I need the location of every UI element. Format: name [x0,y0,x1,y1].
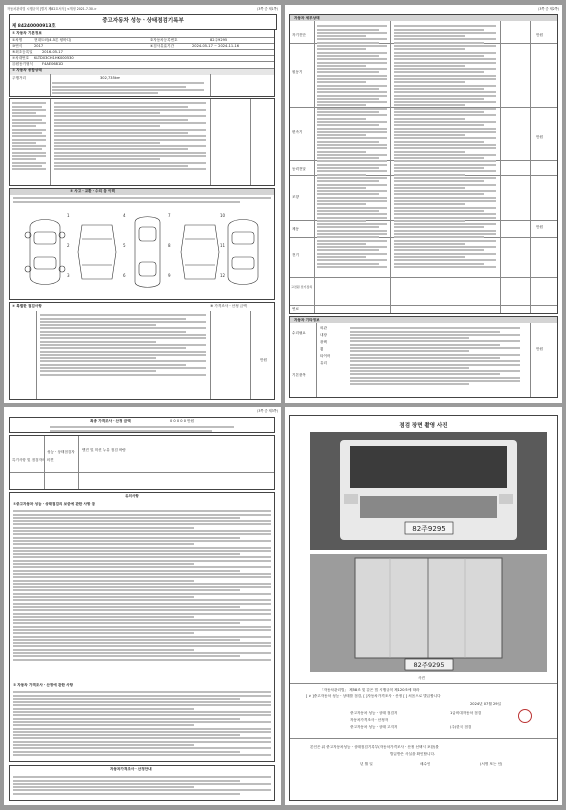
unit-brakes: 만원 [536,225,543,229]
overall-status-heading: ② 자동차 종합상태 [12,68,42,72]
unit-engine: 만원 [536,33,543,37]
inspection-record-page-4 [285,407,562,805]
inspection-period-label: ④검사유효기간 [150,44,175,48]
status-table [9,98,275,186]
vin: KLTD03CH1HK000530 [34,56,74,60]
unit-options: 만원 [536,347,543,351]
svg-text:11: 11 [220,243,226,248]
appraisal-guide-heading: 자동차가격조사ㆍ산정안내 [110,767,152,771]
accident-history-heading: ③ 사고ㆍ교환ㆍ수리 등 이력 [70,189,115,193]
svg-text:8: 8 [168,243,171,248]
buyer-signature-field: (서명 또는 인) [480,762,503,766]
inspection-record-page-3 [4,407,281,805]
category-steering: 조향 [292,195,299,199]
price-label: ⑧ 가격조사ㆍ산정 금액 [210,304,247,308]
option-basic-items: 기본품목 [292,373,306,377]
issue-date: 2024년 07월 29일 [470,702,501,706]
model-year: 2017 [34,44,44,48]
svg-text:3: 3 [67,273,70,278]
opinion-left-label: 특기사항 및 점검자의 의견 [12,458,54,462]
page-title: 중고자동차 성능ㆍ상태점검기록부 [102,18,184,24]
issuance-type-text: [ ∨ ]중고자동차 성능ㆍ상태를 점검, [ ]자동차가격조사ㆍ산정 [ ] 처음으로 발급합니다 [306,694,441,698]
option-glass: 유리 [320,361,327,365]
engine-type: F4AE0681D [42,62,63,66]
first-registration-date: 2016-05-17 [42,50,63,54]
option-exterior: 외관 [320,326,327,330]
receipt-confirmation-text-2: 발급받은 사실을 확인합니다. [390,752,436,756]
official-seal-icon [518,709,532,723]
first-registration-label: ⑤최초등록일 [12,50,33,54]
form-reference: 자동차관리법 시행규칙 [별지 제82호서식] <개정 2021.7.30.> [7,7,97,11]
basic-info-heading: ① 자동차 기본정보 [12,31,42,35]
category-high-voltage: 고전원 전기장치 [291,285,313,289]
vehicle-damage-diagram [20,207,266,297]
registration-label: ②자동차등록번호 [150,38,178,42]
final-price-title: 최종 가격조사ㆍ산정 금액 [90,419,131,423]
inspection-record-page-1 [4,5,281,403]
vehicle-name-label: ①차명 [12,38,23,42]
inspector-name: 1급비대자동차 점검 [450,711,482,715]
svg-text:2: 2 [67,243,70,248]
notice-section [9,492,275,762]
svg-text:6: 6 [123,273,126,278]
vehicle-name: 현대트럭(4.5톤 윙바디) [34,38,72,42]
opinion-role-label: 성능ㆍ상태점검자 [47,450,75,454]
receipt-date-blank: 년 월 일 [360,762,373,766]
inspection-record-page-2 [285,5,562,403]
svg-text:9: 9 [168,273,171,278]
page-header [285,5,562,12]
category-electrical: 전기 [292,253,299,257]
photo-section-title: 점검 장면 촬영 사진 [399,423,448,429]
front-plate-text: 82주9295 [412,525,446,533]
category-drivetrain: 동력전달 [292,167,306,171]
unit-transmission: 만원 [536,135,543,139]
option-polish: 광택 [320,340,327,344]
final-price-amount: 0 0 0 0 0 만원 [170,419,195,423]
page-header [4,407,281,414]
truck-rear-photo [310,554,547,672]
rear-plate-text: 82주9295 [413,661,445,669]
mileage-label: 주행거리 [12,76,26,80]
inspector-opinion-text: 엔진 및 미션 누유 점검 바람 [82,448,126,452]
buyer-label: 매수인 [420,762,431,766]
notice-heading: 유의사항 [125,494,139,498]
option-tire: 타이어 [320,354,331,358]
special-checks-section [9,302,275,400]
category-transmission: 변속기 [292,130,303,134]
price-notice-heading: ② 자동차 가격조사ㆍ산정에 관한 사항 [13,683,74,687]
seller-label: 중고자동차 성능ㆍ상태 고지자 [350,725,398,729]
svg-text:4: 4 [123,213,126,218]
svg-text:12: 12 [220,273,226,278]
registration-number: 82주9295 [210,38,228,42]
price-unit: 만원 [260,358,267,362]
basic-info-table [9,29,275,97]
photo-caption: 사진 [418,676,425,680]
liability-heading: ①중고자동차 성능ㆍ상태점검의 보증에 관한 사항 등 [13,502,96,506]
svg-text:5: 5 [123,243,126,248]
category-engine: 원동기 [292,70,303,74]
category-self-diagnosis: 자기진단 [292,33,306,37]
svg-text:7: 7 [168,213,171,218]
receipt-confirmation-text: 본인은 위 중고자동차성능ㆍ상태점검기록부(자동차가격조사ㆍ산정 선택시 포함)를 [310,745,439,749]
special-checks-heading: ⑦ 특별한 점검사항 [12,304,42,308]
category-brakes: 제동 [292,227,299,231]
category-fuel: 연료 [292,307,299,311]
document-number: 제 84240000913호 [12,24,56,29]
detailed-status-heading: 자동차 세부상태 [294,15,320,20]
other-info-table [289,316,558,398]
appraiser-label: 자동차가격조사ㆍ산정자 [350,718,389,722]
title-box [9,14,277,30]
inspection-period: 2024-05-17 ~ 2024-11-16 [192,44,240,48]
option-repair-needed: 수리필요 [292,331,306,335]
page-number: (3쪽 중 제1쪽) [257,7,278,11]
legal-basis-text: 「자동차관리법」 제58조 및 같은 법 시행규칙 제120조에 따라 [320,688,420,692]
year-label: ③연식 [12,44,23,48]
page-header [4,5,281,12]
page-number: (3쪽 중 제2쪽) [538,7,559,11]
mileage-value: 302,735km [100,76,121,80]
vin-label: ⑦차대번호 [12,56,30,60]
other-info-heading: 자동차 기타정보 [294,317,320,322]
detailed-status-table [289,14,558,314]
seller-name: (주)한국 점검 [450,725,472,729]
appraisal-guide-box [9,765,275,801]
photo-page-frame [289,415,558,801]
option-wheel: 휠 [320,347,324,351]
engine-type-label: ⑪원동기형식 [12,62,33,66]
inspector-label: 중고자동차 성능ㆍ상태 점검자 [350,711,398,715]
option-interior: 내장 [320,333,327,337]
svg-text:1: 1 [67,213,70,218]
svg-text:10: 10 [220,213,226,218]
inspector-opinion-box [9,435,275,490]
final-price-box [9,417,275,433]
truck-front-photo [310,432,547,550]
page-number: (3쪽 중 제3쪽) [257,409,278,413]
accident-history-section [9,188,275,300]
